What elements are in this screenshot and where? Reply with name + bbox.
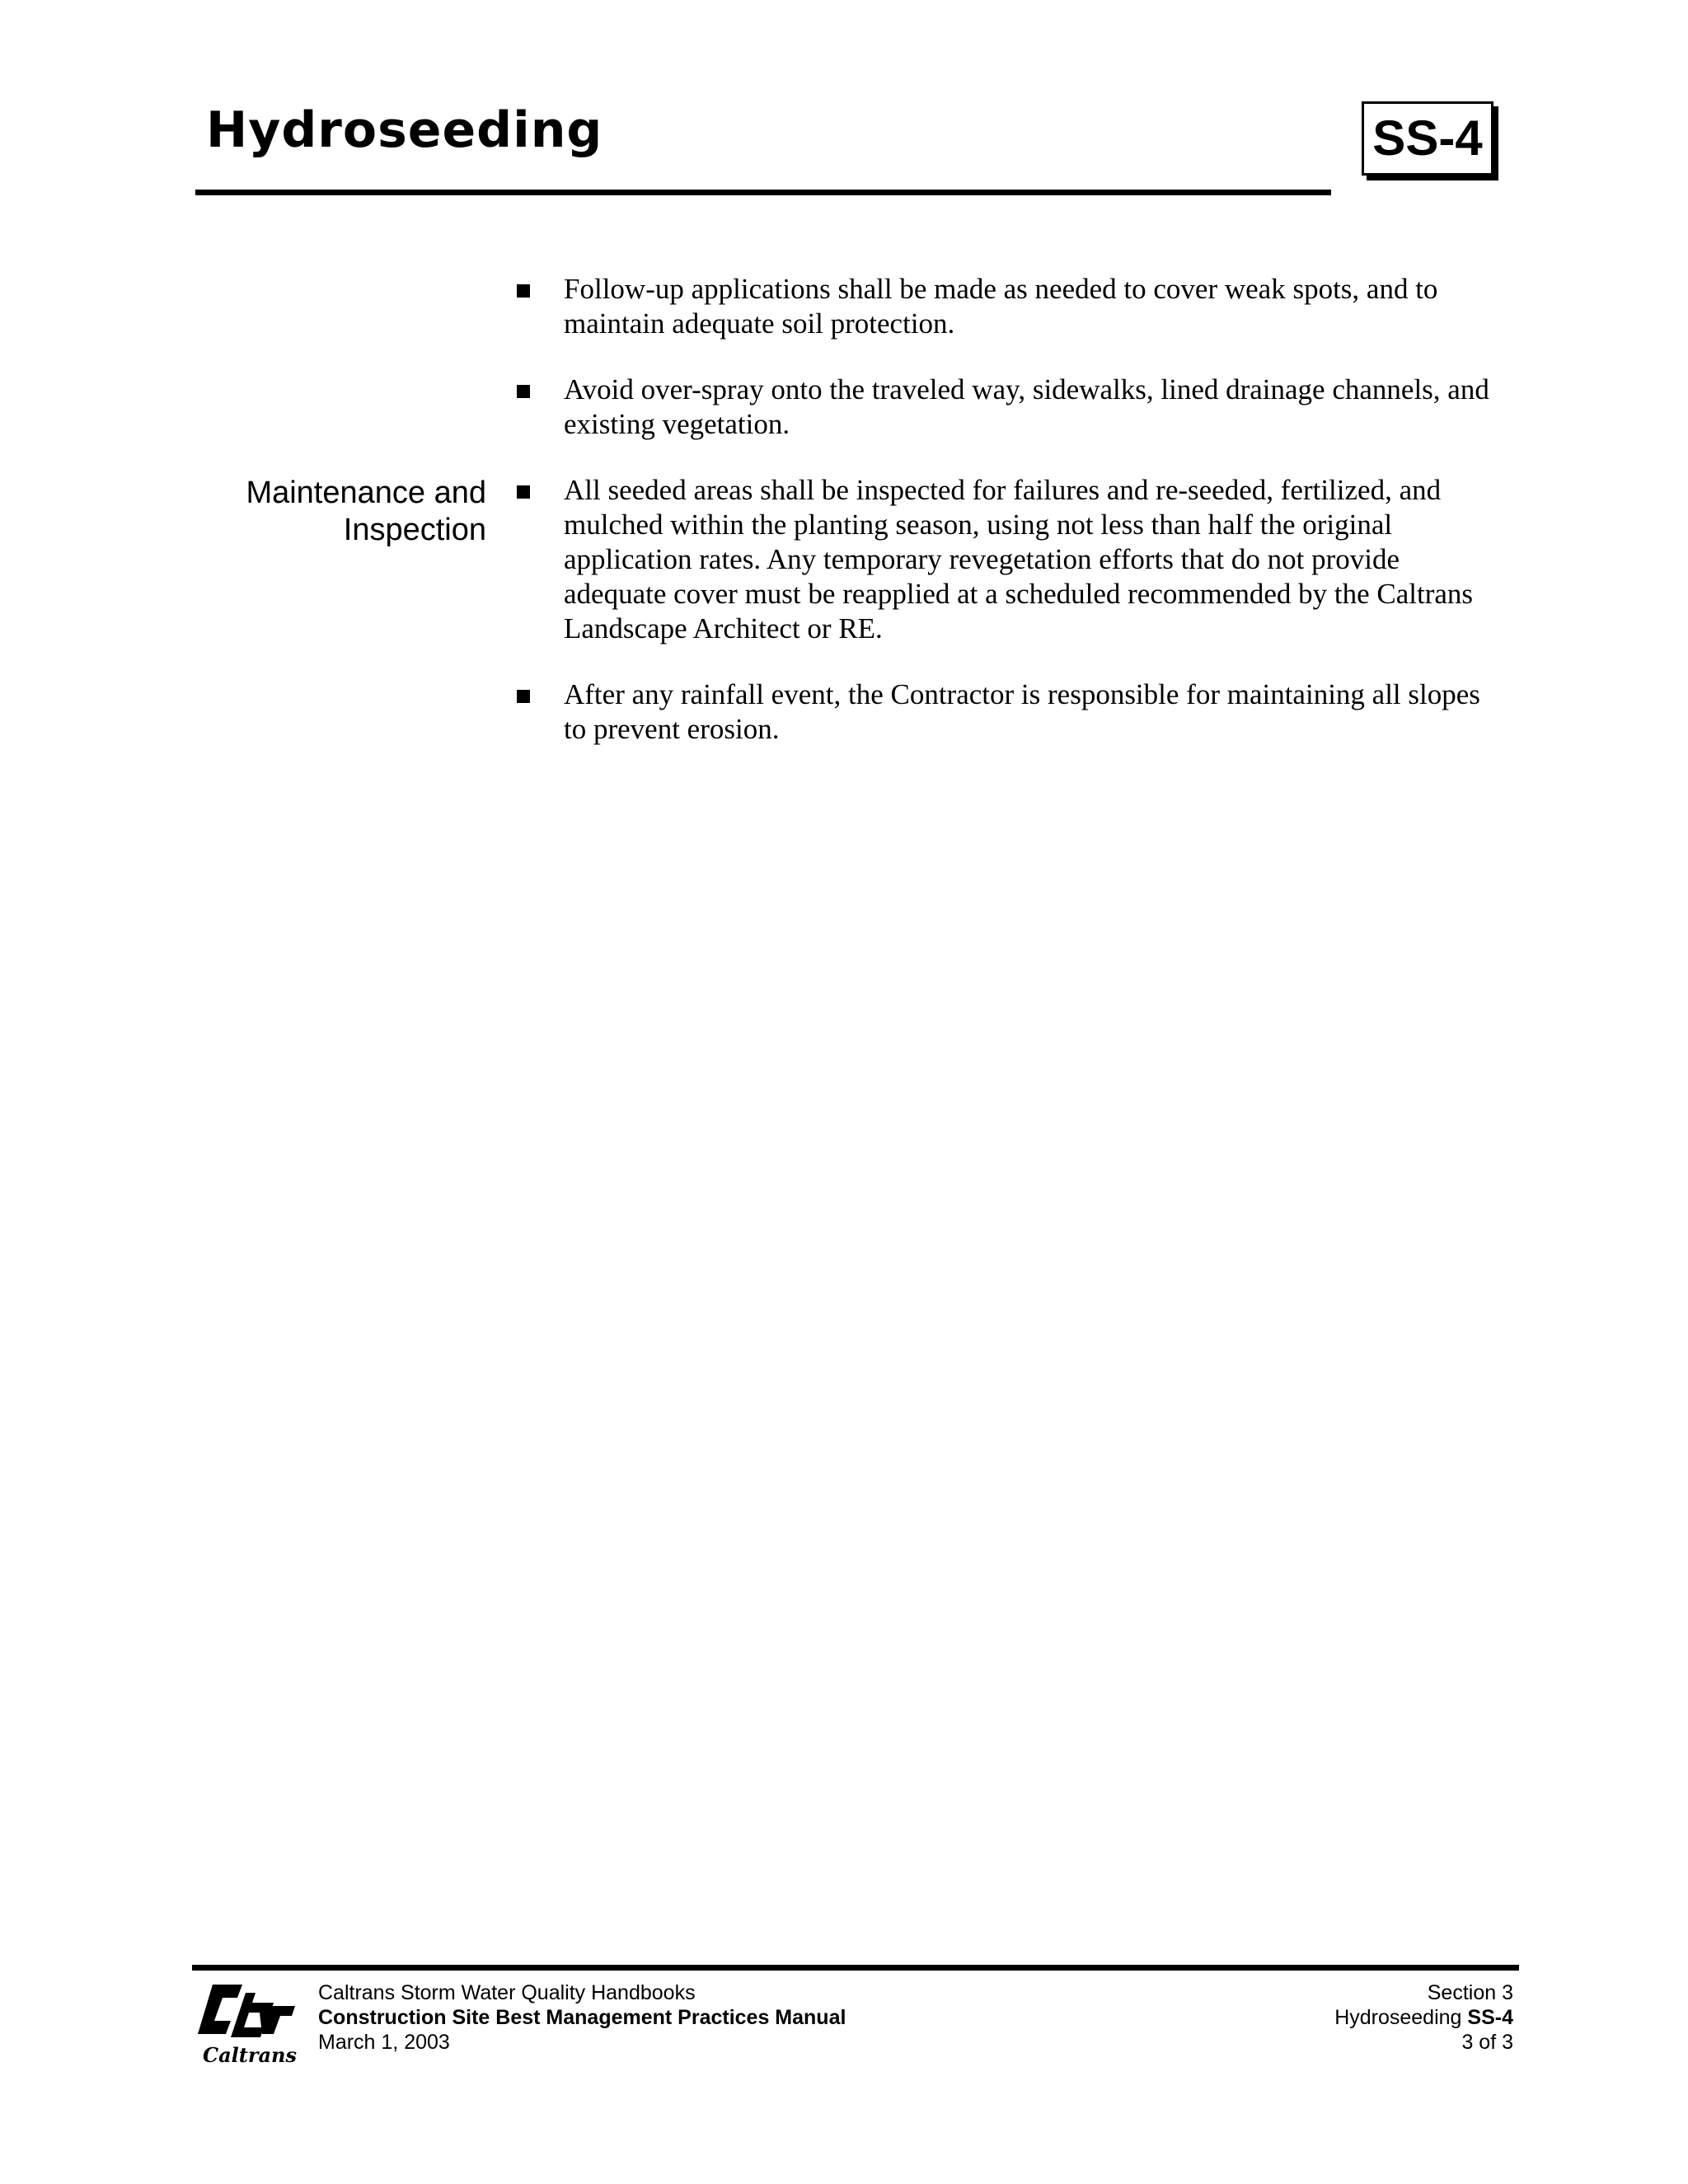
footer-rule — [192, 1965, 1519, 1971]
square-bullet-icon — [517, 385, 530, 398]
footer-bmp-code: SS-4 — [1467, 2006, 1513, 2029]
bullet-item — [511, 272, 1500, 341]
footer-bmp-line — [1334, 2005, 1513, 2030]
bullet-text: All seeded areas shall be inspected for failures and re-seeded, fertilized, and mulched within the planting season, using not less than half the original application rates. Any temporary revegetation efforts that do not provide adequate cover must be reapplied at a scheduled recommended by the Caltrans Landscape Architect or RE. — [564, 474, 1474, 644]
bullet-text: After any rainfall event, the Contractor is responsible for maintaining all slopes to prevent erosion. — [564, 678, 1480, 745]
footer-left — [318, 1980, 846, 2055]
bullet-text: Follow-up applications shall be made as needed to cover weak spots, and to maintain adequate soil protection. — [564, 273, 1438, 340]
bullet-item — [511, 677, 1500, 747]
caltrans-logo-icon — [195, 1980, 302, 2070]
square-bullet-icon — [517, 690, 530, 703]
footer-manual-title: Construction Site Best Management Practices Manual — [318, 2006, 846, 2029]
section-label: Maintenance and Inspection — [246, 476, 486, 547]
bullet-item — [511, 373, 1500, 442]
footer-section: Section 3 — [1427, 1981, 1513, 2004]
page-title: Hydroseeding — [206, 101, 603, 159]
svg-text:Caltrans: Caltrans — [203, 2043, 298, 2067]
footer-date: March 1, 2003 — [318, 2031, 450, 2054]
bullet-list — [511, 272, 1500, 778]
bmp-code: SS-4 — [1362, 101, 1493, 176]
bmp-code-box — [1362, 101, 1503, 185]
title-rule — [195, 190, 1331, 195]
footer-right — [1334, 1980, 1513, 2055]
bullet-text: Avoid over-spray onto the traveled way, sidewalks, lined drainage channels, and existing vegetation. — [564, 373, 1489, 440]
footer-handbooks: Caltrans Storm Water Quality Handbooks — [318, 1981, 696, 2004]
square-bullet-icon — [517, 485, 530, 499]
square-bullet-icon — [517, 284, 530, 298]
bullet-item — [511, 473, 1500, 646]
footer-page-number: 3 of 3 — [1461, 2031, 1513, 2054]
footer-bmp-name: Hydroseeding — [1334, 2006, 1462, 2029]
